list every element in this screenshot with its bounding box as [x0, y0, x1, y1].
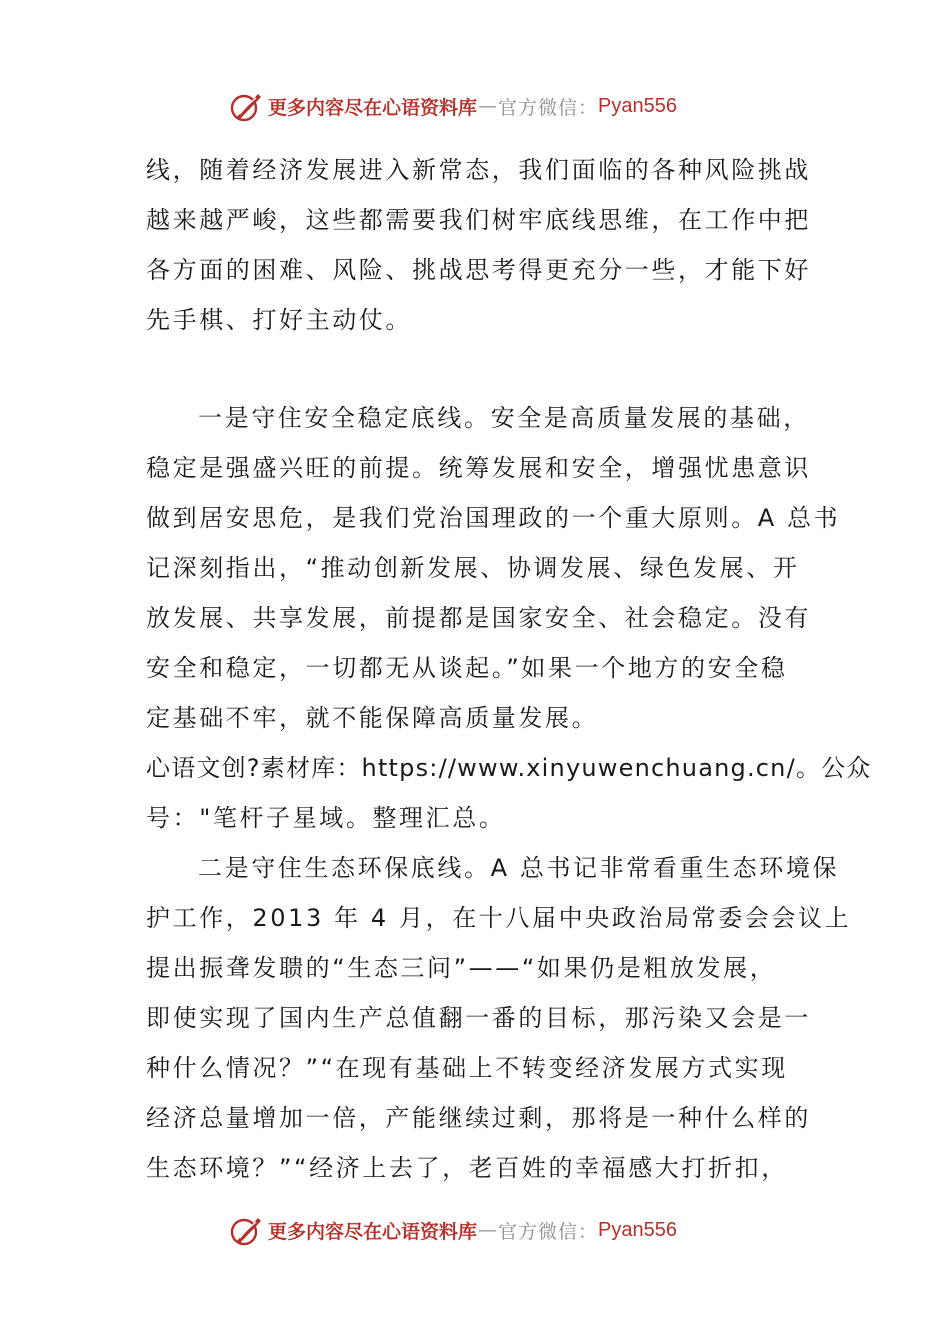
banner-main-text: 更多内容尽在心语资料库: [268, 96, 478, 119]
paragraph-2: [146, 393, 841, 743]
text-line: 越来越严峻，这些都需要我们树牢底线思维，在工作中把: [146, 206, 811, 234]
text-line: 先手棋、打好主动仗。: [146, 306, 412, 334]
text-line: 二是守住生态环保底线。A 总书记非常看重生态环境保: [198, 854, 840, 882]
header-banner: [228, 86, 677, 126]
banner-label: 官方微信：: [498, 1220, 599, 1243]
paragraph-3: [146, 743, 872, 843]
document-body: [146, 145, 872, 1193]
banner-dash: —: [478, 95, 498, 117]
text-line: 经济总量增加一倍，产能继续过剩，那将是一种什么样的: [146, 1104, 811, 1132]
text-line: 提出振聋发聩的“生态三问”——“如果仍是粗放发展，: [146, 954, 777, 982]
text-line: 护工作，2013 年 4 月，在十八届中央政治局常委会会议上: [146, 904, 852, 932]
footer-banner: [228, 1210, 677, 1250]
banner-dash: —: [478, 1219, 498, 1241]
paragraph-gap: [146, 345, 806, 393]
text-line: 号："笔杆子星域。整理汇总。: [146, 804, 506, 832]
text-line: 一是守住安全稳定底线。安全是高质量发展的基础，: [198, 404, 810, 432]
text-line: 做到居安思危，是我们党治国理政的一个重大原则。A 总书: [146, 504, 841, 532]
text-line: 安全和稳定，一切都无从谈起。”如果一个地方的安全稳: [146, 654, 788, 682]
banner-wechat-id: Pyan556: [598, 94, 677, 117]
text-line: 各方面的困难、风险、挑战思考得更充分一些，才能下好: [146, 256, 811, 284]
banner-wechat-id: Pyan556: [598, 1218, 677, 1241]
text-line: 放发展、共享发展，前提都是国家安全、社会稳定。没有: [146, 604, 811, 632]
banner-label: 官方微信：: [498, 96, 599, 119]
quill-logo-icon: [228, 1212, 264, 1248]
text-line: 线，随着经济发展进入新常态，我们面临的各种风险挑战: [146, 156, 811, 184]
text-line: 定基础不牢，就不能保障高质量发展。: [146, 704, 599, 732]
quill-logo-icon: [228, 88, 264, 124]
paragraph-1: [146, 145, 811, 345]
banner-main-text: 更多内容尽在心语资料库: [268, 1220, 478, 1243]
text-line: 种什么情况？”“在现有基础上不转变经济发展方式实现: [146, 1054, 788, 1082]
text-line: 生态环境？”“经济上去了，老百姓的幸福感大打折扣，: [146, 1154, 788, 1182]
text-line: 记深刻指出，“推动创新发展、协调发展、绿色发展、开: [146, 554, 800, 582]
paragraph-4: [146, 843, 852, 1193]
text-line: 即使实现了国内生产总值翻一番的目标，那污染又会是一: [146, 1004, 811, 1032]
text-line: 稳定是强盛兴旺的前提。统筹发展和安全，增强忧患意识: [146, 454, 811, 482]
source-line: 心语文创?素材库：https://www.xinyuwenchuang.cn/。公众: [146, 754, 872, 782]
